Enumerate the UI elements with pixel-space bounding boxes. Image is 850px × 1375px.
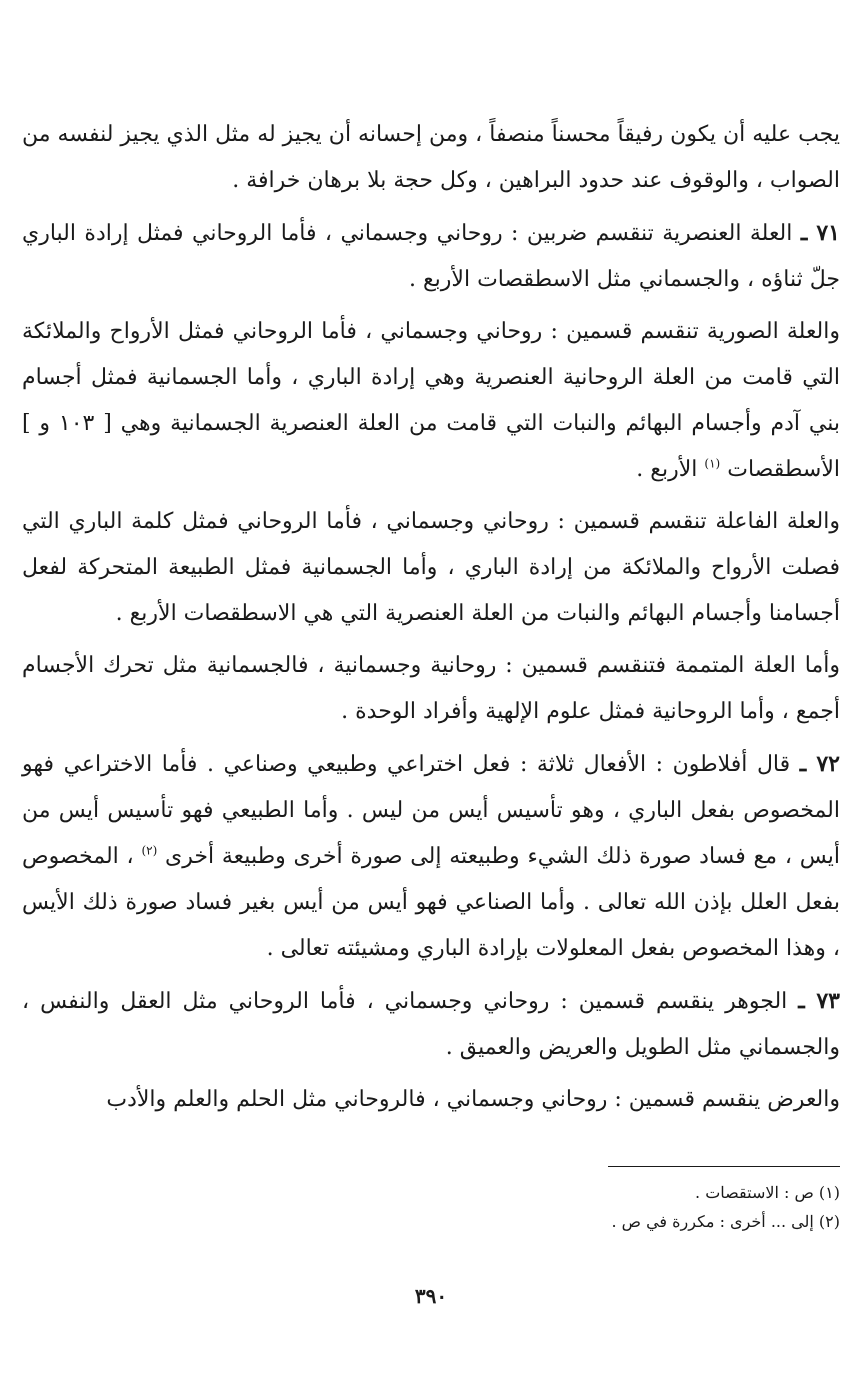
paragraph-2-text: العلة العنصرية تنقسم ضربين : روحاني وجسماني ، فأما الروحاني فمثل إرادة الباري جلّ ثناؤه ، والجسماني مثل الاسطقصات الأربع . <box>22 221 840 292</box>
document-page <box>22 112 840 1342</box>
section-number-71: ٧١ ـ <box>800 220 840 246</box>
paragraph-6 <box>22 741 840 972</box>
footnote-divider <box>608 1166 840 1167</box>
paragraph-2 <box>22 210 840 303</box>
page-number: ٣٩٠ <box>414 1284 448 1308</box>
footnote-2: (٢) إلى ... أخرى : مكررة في ص . <box>611 1212 840 1231</box>
footnote-1: (١) ص : الاستقصات . <box>695 1183 840 1202</box>
paragraph-6-text: قال أفلاطون : الأفعال ثلاثة : فعل اختراعي وطبيعي وصناعي . فأما الاختراعي فهو المخصوص بفعل الباري ، وهو تأسيس أيس من ليس . وأما الطبيعي فهو تأسيس أيس من أيس ، مع فساد صورة ذلك الشيء وطبيعته إلى صورة أخرى وطبيعة أخرى <box>22 752 840 869</box>
paragraph-3-tail: الأربع . <box>636 457 698 482</box>
paragraph-4 <box>22 499 840 637</box>
paragraph-6-tail: ، المخصوص بفعل العلل بإذن الله تعالى . وأما الصناعي فهو أيس من أيس بغير فساد صورة ذلك الأيس ، وهذا المخصوص بفعل المعلولات بإرادة الباري ومشيئته تعالى . <box>22 844 840 961</box>
footnotes <box>22 1178 840 1236</box>
footnote-ref-2[interactable]: (٢) <box>141 843 158 858</box>
paragraph-3-text: والعلة الصورية تنقسم قسمين : روحاني وجسماني ، فأما الروحاني فمثل الأرواح والملائكة التي قامت من العلة الروحانية العنصرية وهي إرادة الباري ، وأما الجسمانية فمثل أجسام بني آدم وأجسام البهائم والنبات التي قامت من العلة العنصرية الجسمانية وهي [ ١٠٣ و ] الأسطقصات <box>22 319 840 482</box>
paragraph-8 <box>22 1077 840 1123</box>
paragraph-1 <box>22 112 840 204</box>
paragraph-4-text: والعلة الفاعلة تنقسم قسمين : روحاني وجسماني ، فأما الروحاني فمثل كلمة الباري التي فصلت الأرواح والملائكة من إرادة الباري ، وأما الجسمانية فمثل الطبيعة المتحركة لفعل أجسامنا وأجسام البهائم والنبات من العلة العنصرية التي هي الاسطقصات الأربع . <box>22 509 840 626</box>
paragraph-7 <box>22 978 840 1071</box>
section-number-73: ٧٣ ـ <box>798 988 840 1014</box>
section-number-72: ٧٢ ـ <box>799 751 840 777</box>
paragraph-7-text: الجوهر ينقسم قسمين : روحاني وجسماني ، فأما الروحاني مثل العقل والنفس ، والجسماني مثل الطويل والعريض والعميق . <box>22 989 840 1060</box>
paragraph-1-text: يجب عليه أن يكون رفيقاً محسناً منصفاً ، ومن إحسانه أن يجيز له مثل الذي يجيز لنفسه من الصواب ، والوقوف عند حدود البراهين ، وكل حجة بلا برهان خرافة . <box>22 122 840 193</box>
paragraph-5 <box>22 643 840 735</box>
paragraph-5-text: وأما العلة المتممة فتنقسم قسمين : روحانية وجسمانية ، فالجسمانية مثل تحرك الأجسام أجمع ، وأما الروحانية فمثل علوم الإلهية وأفراد الوحدة . <box>22 653 840 724</box>
paragraph-3 <box>22 309 840 493</box>
footnote-ref-1[interactable]: (١) <box>704 456 721 471</box>
paragraph-8-text: والعرض ينقسم قسمين : روحاني وجسماني ، فالروحاني مثل الحلم والعلم والأدب <box>106 1087 840 1112</box>
